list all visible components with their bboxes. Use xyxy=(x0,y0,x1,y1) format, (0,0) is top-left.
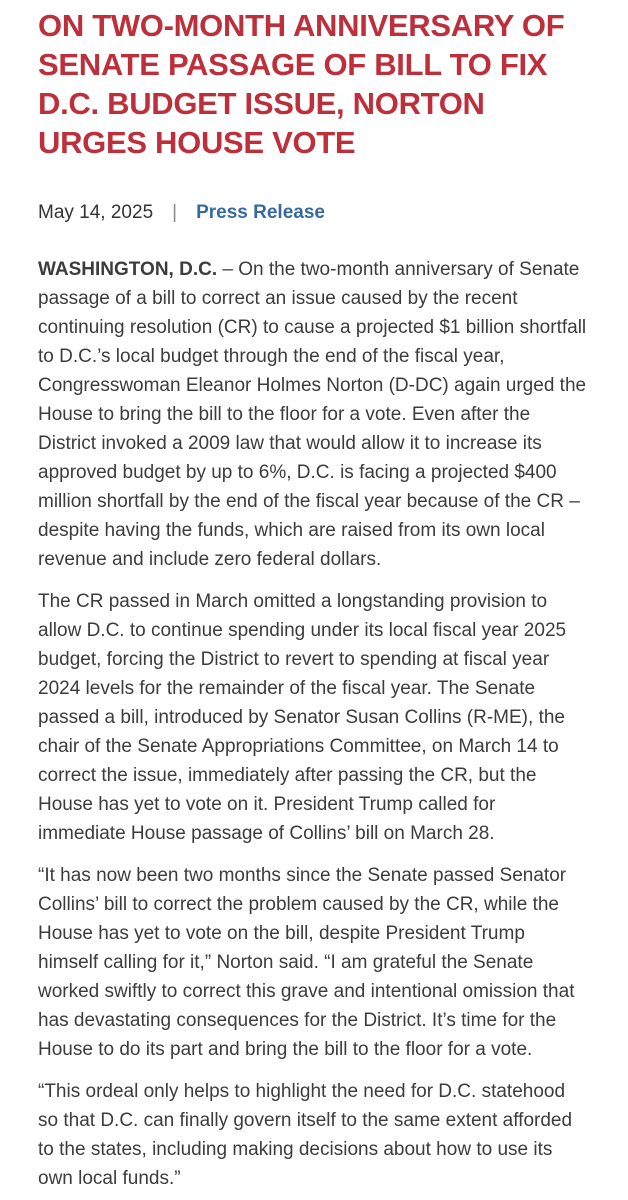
paragraph-1 xyxy=(38,255,587,574)
paragraph-4: “This ordeal only helps to highlight the need for D.C. statehood so that D.C. can finally govern itself to the same extent afforded to the states, including making decisions about how to use its own local funds.” xyxy=(38,1081,573,1189)
meta-divider: | xyxy=(172,202,178,223)
paragraph-3: “It has now been two months since the Senate passed Senator Collins’ bill to correct the problem caused by the CR, while the House has yet to vote on the bill, despite President Trump himself calling for it,” Norton said. “I am grateful the Senate worked swiftly to correct this grave and intentional omission that has devastating consequences for the District. It’s time for the House to do its part and bring the bill to the floor for a vote. xyxy=(38,865,575,1060)
article-meta-row xyxy=(38,202,587,224)
press-release-category-link[interactable]: Press Release xyxy=(196,202,325,223)
article-body xyxy=(38,255,587,1193)
dateline: WASHINGTON, D.C. xyxy=(38,259,218,280)
article-date: May 14, 2025 xyxy=(38,202,154,223)
paragraph-2: The CR passed in March omitted a longstanding provision to allow D.C. to continue spending under its local fiscal year 2025 budget, forcing the District to revert to spending at fiscal year 2024 levels for the remainder of the fiscal year. The Senate passed a bill, introduced by Senator Susan Collins (R-ME), the chair of the Senate Appropriations Committee, on March 14 to correct the issue, immediately after passing the CR, but the House has yet to vote on it. President Trump called for immediate House passage of Collins’ bill on March 28. xyxy=(38,591,567,844)
article-headline: ON TWO-MONTH ANNIVERSARY OF SENATE PASSAGE OF BILL TO FIX D.C. BUDGET ISSUE, NORTON URGES HOUSE VOTE xyxy=(38,8,565,160)
paragraph-1-text: – On the two-month anniversary of Senate passage of a bill to correct an issue caused by the recent continuing resolution (CR) to cause a projected $1 billion shortfall to D.C.’s local budget through the end of the fiscal year, Congresswoman Eleanor Holmes Norton (D-DC) again urged the House to bring the bill to the floor for a vote. Even after the District invoked a 2009 law that would allow it to increase its approved budget by up to 6%, D.C. is facing a projected $400 million shortfall by the end of the fiscal year because of the CR – despite having the funds, which are raised from its own local revenue and include zero federal dollars. xyxy=(38,259,587,570)
